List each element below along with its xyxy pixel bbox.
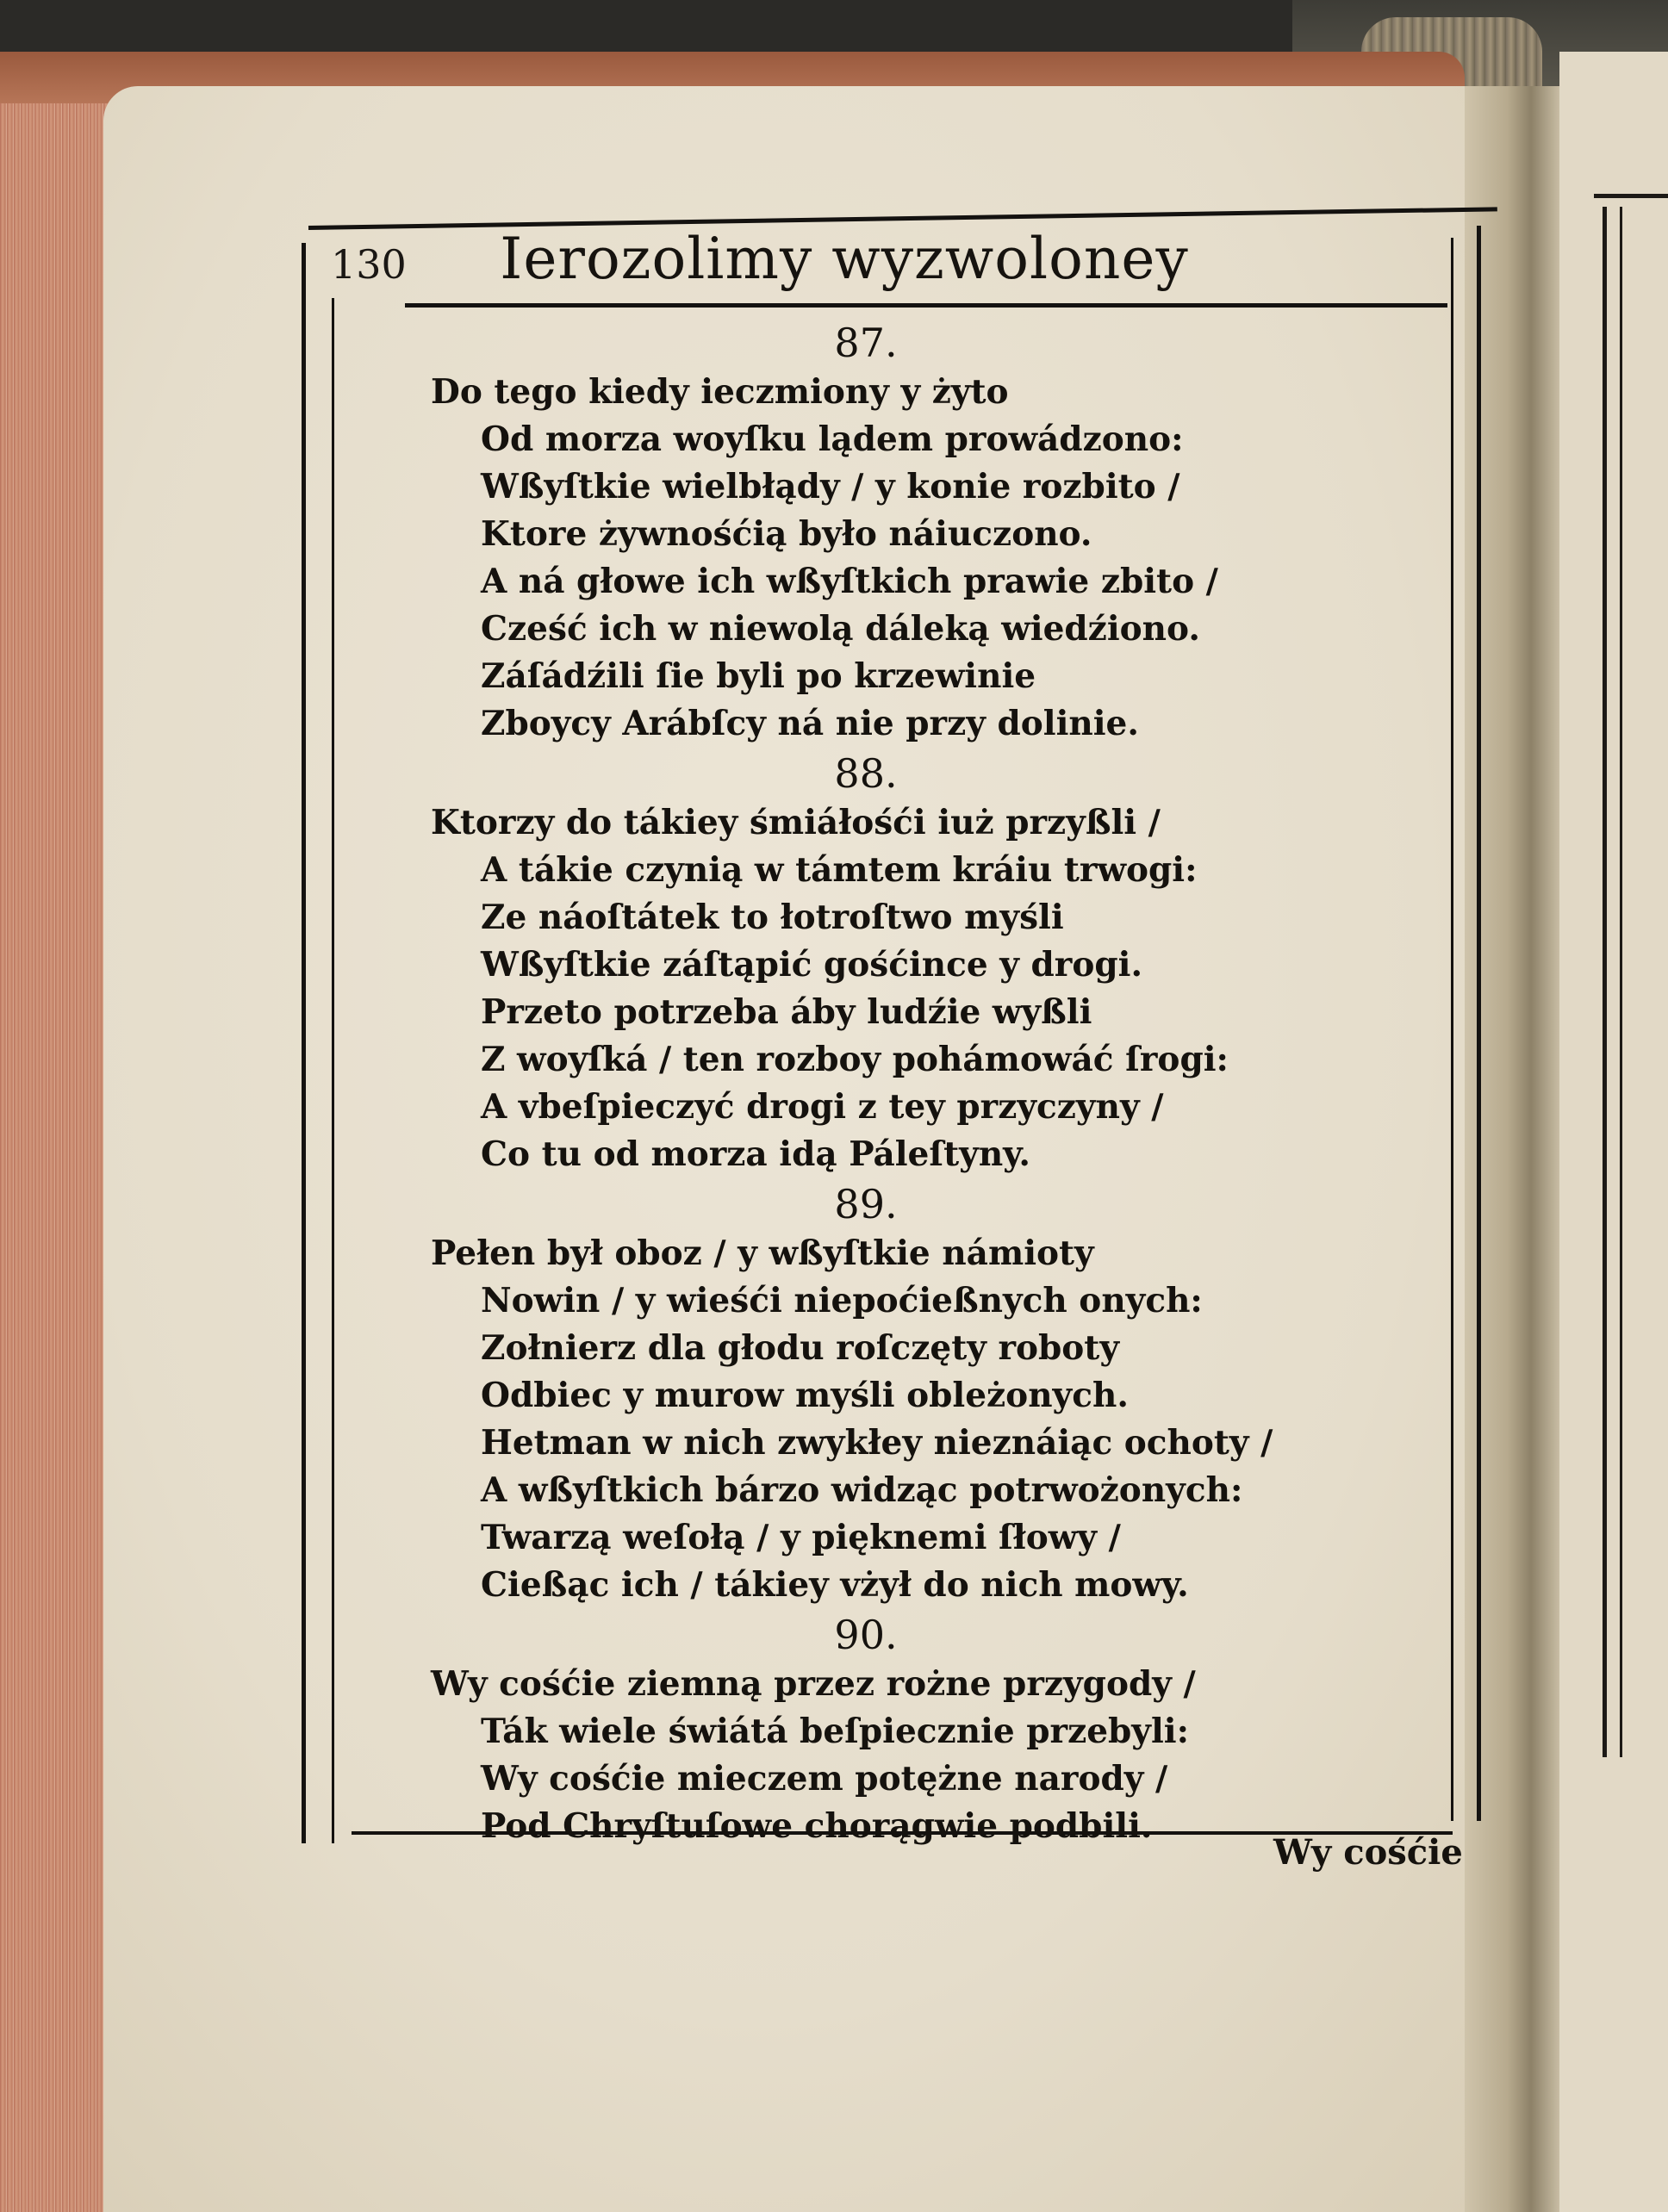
page-number: 130 — [331, 241, 407, 288]
verse-line: Wy cośćie ziemną przez rożne przygody / — [431, 1664, 1196, 1704]
stanza-number: 88. — [834, 750, 898, 797]
stanza-number: 87. — [834, 320, 898, 366]
verse-line: Od morza woyſku lądem prowádzono: — [481, 419, 1184, 459]
frame-rule-left-outer — [302, 243, 306, 1843]
catchword: Wy cośćie — [1273, 1832, 1463, 1873]
verse-line: Przeto potrzeba áby ludźie wyßli — [481, 992, 1092, 1032]
verse-line: Twarzą weſołą / y pięknemi ſłowy / — [481, 1518, 1121, 1557]
stanza — [431, 1178, 1422, 1609]
verse-line: A wßyſtkich bárzo widząc potrwożonych: — [481, 1470, 1243, 1510]
verse-line: Ktore żywnośćią było náiuczono. — [481, 514, 1092, 554]
verse-line: Ktorzy do tákiey śmiáłośći iuż przyßli / — [431, 803, 1161, 842]
frame-rule-head — [405, 303, 1447, 308]
stanza-number: 89. — [834, 1181, 898, 1227]
verse-line: Cießąc ich / tákiey vżył do nich mowy. — [481, 1565, 1189, 1605]
verse-line: Pod Chryſtuſowe chorągwie podbili. — [481, 1806, 1153, 1846]
verse-line: A tákie czynią w támtem kráiu trwogi: — [481, 850, 1198, 890]
verse-line: Ták wiele świátá beſpiecznie przebyli: — [481, 1712, 1189, 1751]
right-page-rule-left-inner — [1620, 207, 1622, 1757]
right-page-rule-top — [1594, 194, 1668, 198]
stanza — [431, 317, 1422, 748]
frame-rule-right-inner — [1451, 238, 1453, 1821]
verse-line: Wßyſtkie záſtąpić gośćince y drogi. — [481, 945, 1143, 985]
verse-line: Z woyſká / ten rozboy pohámowáć ſrogi: — [481, 1040, 1229, 1079]
verse-line: A ná głowe ich wßyſtkich prawie zbito / — [481, 562, 1218, 601]
poem-text — [431, 317, 1422, 1850]
right-page-rule-left — [1603, 207, 1607, 1757]
verse-line: Wy cośćie mieczem potężne narody / — [481, 1759, 1168, 1799]
verse-line: Wßyſtkie wielbłądy / y konie rozbito / — [481, 467, 1180, 506]
frame-rule-left-inner — [332, 298, 334, 1843]
stanza — [431, 748, 1422, 1178]
verse-line: Co tu od morza idą Páleſtyny. — [481, 1134, 1030, 1174]
verse-line: A vbeſpieczyć drogi z tey przyczyny / — [481, 1087, 1164, 1127]
verse-line: Záſádźili ſie byli po krzewinie — [481, 656, 1036, 696]
right-page-fragment — [1559, 52, 1668, 2212]
verse-line: Pełen był oboz / y wßyſtkie námioty — [431, 1233, 1094, 1273]
frame-rule-right-outer — [1477, 226, 1481, 1821]
verse-line: Hetman w nich zwykłey nieznáiąc ochoty / — [481, 1423, 1273, 1463]
verse-line: Zboycy Arábſcy ná nie przy dolinie. — [481, 704, 1139, 743]
verse-line: Odbiec y murow myśli obleżonych. — [481, 1376, 1129, 1415]
running-head: Ierozolimy wyzwoloney — [500, 226, 1189, 292]
verse-line: Cześć ich w niewolą dáleką wiedźiono. — [481, 609, 1200, 649]
page-block-edge — [0, 103, 115, 2212]
stanza-number: 90. — [834, 1612, 898, 1658]
verse-line: Nowin / y wieśći niepoćießnych onych: — [481, 1281, 1203, 1320]
verse-line: Ze náoſtátek to łotroſtwo myśli — [481, 898, 1064, 937]
verse-line: Zołnierz dla głodu roſczęty roboty — [481, 1328, 1119, 1368]
verse-line: Do tego kiedy ieczmiony y żyto — [431, 372, 1009, 412]
stanza — [431, 1609, 1422, 1850]
